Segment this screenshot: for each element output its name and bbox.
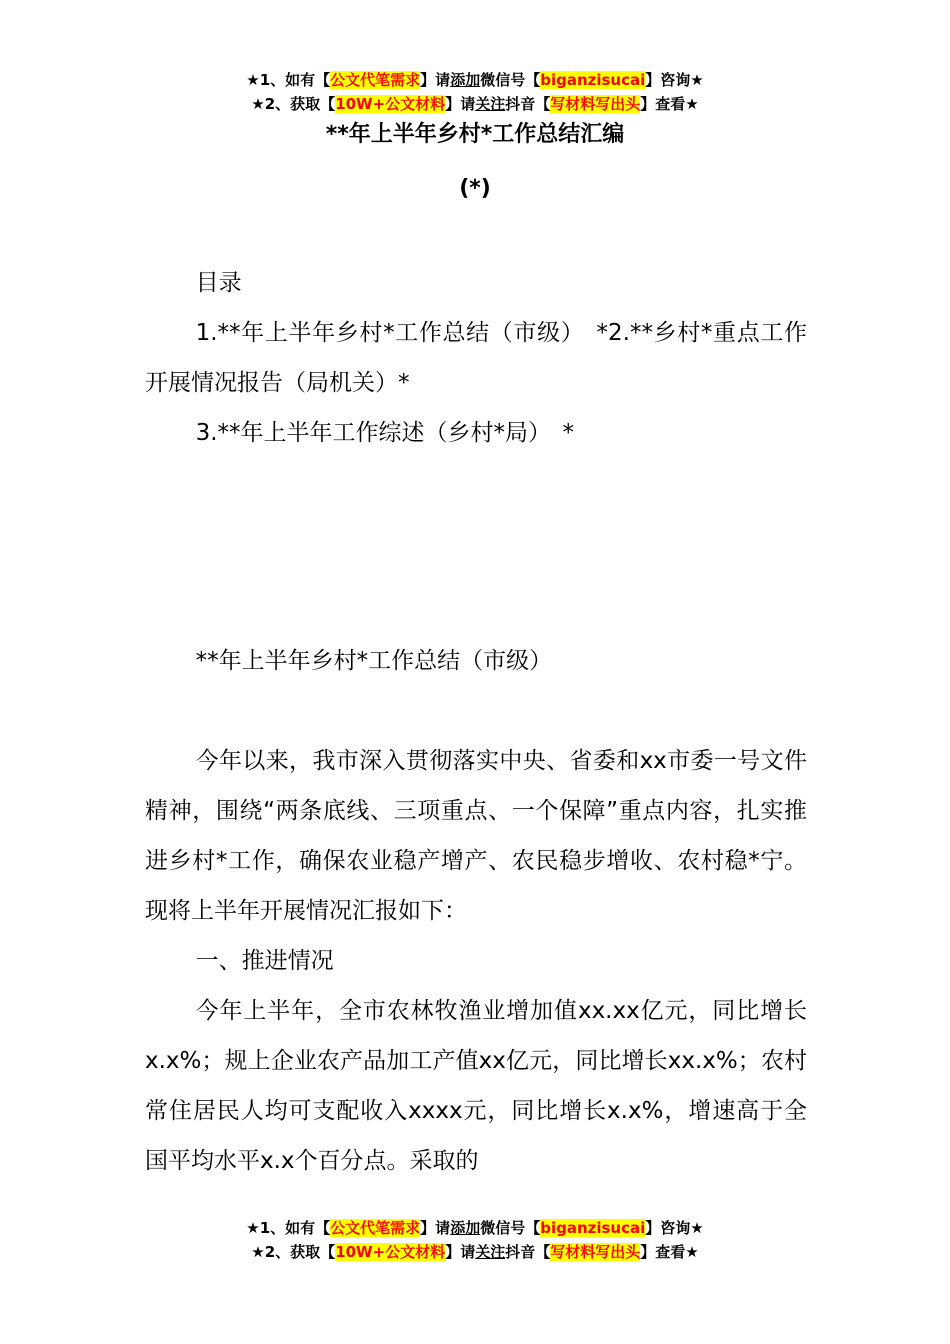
banner-highlight: 公文代笔需求: [330, 1219, 421, 1237]
document-subtitle: (*): [459, 176, 491, 201]
banner-text: 抖音【: [505, 95, 551, 113]
banner-text: 】请: [420, 1219, 451, 1237]
banner-text: 抖音【: [505, 1243, 551, 1261]
banner-highlight: biganzisucai: [540, 71, 646, 89]
banner-text: 微信号【: [480, 71, 541, 89]
banner-emphasis: 添加: [450, 1219, 481, 1237]
banner-line-1: [0, 68, 950, 92]
banner-text: ★2、获取【: [251, 95, 336, 113]
banner-line-2: [0, 92, 950, 116]
spacer: [145, 686, 807, 736]
banner-text: 】请: [445, 95, 476, 113]
paragraph: 今年以来，我市深入贯彻落实中央、省委和xx市委一号文件精神，围绕“两条底线、三项重点、一个保障”重点内容，扎实推进乡村*工作，确保农业稳产增产、农民稳步增收、农村稳*宁。现将上半年开展情况汇报如下：: [145, 748, 808, 924]
document-title: **年上半年乡村*工作总结汇编: [325, 122, 625, 147]
banner-emphasis: 添加: [450, 71, 481, 89]
banner-text: ★1、如有【: [246, 1219, 331, 1237]
article-body: [145, 636, 807, 1186]
banner-text: 】请: [420, 71, 451, 89]
banner-text: 】咨询★: [645, 1219, 704, 1237]
banner-emphasis: 关注: [475, 95, 506, 113]
banner-text: 】请: [445, 1243, 476, 1261]
banner-line-1: [0, 1216, 950, 1240]
paragraph: 今年上半年，全市农林牧渔业增加值xx.xx亿元，同比增长x.x%；规上企业农产品加工产值xx亿元，同比增长xx.x%；农村常住居民人均可支配收入xxxx元，同比增长x.x%，增速高于全国平均水平x.x个百分点。采取的: [145, 998, 807, 1174]
toc-heading: 目录: [195, 270, 242, 296]
banner-highlight: biganzisucai: [540, 1219, 646, 1237]
banner-highlight: 10W+公文材料: [335, 95, 446, 113]
banner-highlight: 公文代笔需求: [330, 71, 421, 89]
banner-highlight: 写材料写出头: [550, 95, 641, 113]
banner-line-2: [0, 1240, 950, 1264]
toc-entry: 1.**年上半年乡村*工作总结（市级） *2.**乡村*重点工作开展情况报告（局机关）*: [145, 320, 807, 396]
banner-text: ★1、如有【: [246, 71, 331, 89]
banner-text: 】查看★: [640, 1243, 699, 1261]
banner-highlight: 写材料写出头: [550, 1243, 641, 1261]
header-banner: [0, 68, 950, 116]
banner-text: ★2、获取【: [251, 1243, 336, 1261]
banner-emphasis: 关注: [475, 1243, 506, 1261]
table-of-contents: [145, 258, 807, 458]
article-title: **年上半年乡村*工作总结（市级）: [195, 648, 553, 674]
section-heading: 一、推进情况: [195, 948, 334, 974]
banner-text: 微信号【: [480, 1219, 541, 1237]
footer-banner: [0, 1216, 950, 1264]
banner-text: 】查看★: [640, 95, 699, 113]
banner-text: 】咨询★: [645, 71, 704, 89]
toc-entry: 3.**年上半年工作综述（乡村*局） *: [195, 420, 575, 446]
banner-highlight: 10W+公文材料: [335, 1243, 446, 1261]
